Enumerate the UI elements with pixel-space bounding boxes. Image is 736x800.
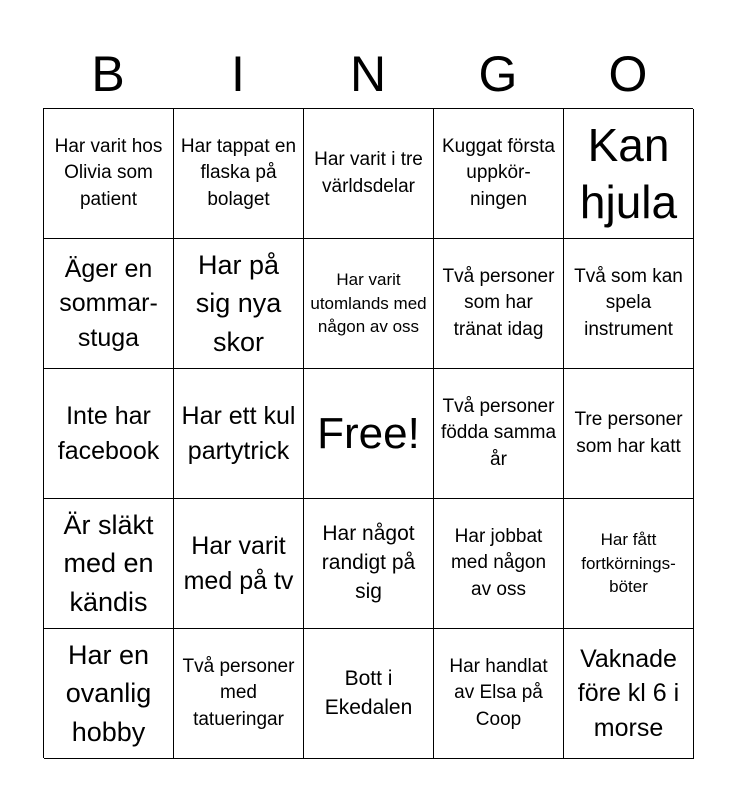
bingo-cell[interactable]: [174, 499, 304, 629]
bingo-cell[interactable]: [44, 369, 174, 499]
bingo-cell[interactable]: [174, 109, 304, 239]
cell-text: Två personer födda samma år: [440, 396, 557, 470]
bingo-cell[interactable]: [304, 499, 434, 629]
cell-text: Inte har facebook: [57, 402, 160, 465]
bingo-cell[interactable]: [564, 109, 694, 239]
cell-text: Har på sig nya skor: [195, 250, 282, 357]
cell-text: Har fått fortkörnings-böter: [581, 529, 676, 597]
bingo-cell[interactable]: [304, 629, 434, 759]
cell-text: Har varit med på tv: [183, 532, 294, 595]
bingo-header: [43, 40, 693, 108]
bingo-cell[interactable]: [564, 499, 694, 629]
header-letter-b: B: [91, 46, 125, 102]
bingo-cell[interactable]: [304, 239, 434, 369]
cell-text: Bott i Ekedalen: [324, 666, 413, 719]
bingo-cell[interactable]: [434, 499, 564, 629]
cell-text: Har jobbat med någon av oss: [450, 526, 547, 600]
header-letter-g: G: [478, 46, 518, 102]
cell-text: Tre personer som har katt: [574, 409, 683, 457]
bingo-cell[interactable]: [174, 239, 304, 369]
bingo-cell[interactable]: [44, 499, 174, 629]
header-letter-i: I: [231, 46, 245, 102]
cell-text: Kan hjula: [579, 119, 678, 228]
cell-text: Har handlat av Elsa på Coop: [449, 656, 548, 730]
cell-text: Äger en sommar-stuga: [59, 254, 158, 352]
cell-text: Har varit hos Olivia som patient: [54, 136, 163, 210]
bingo-cell[interactable]: [564, 629, 694, 759]
bingo-cell[interactable]: [174, 629, 304, 759]
bingo-cell[interactable]: [44, 239, 174, 369]
bingo-cell[interactable]: [304, 109, 434, 239]
cell-text: Två personer med tatueringar: [182, 656, 295, 730]
cell-text: Har något randigt på sig: [321, 522, 416, 603]
bingo-cell[interactable]: [44, 109, 174, 239]
cell-text: Har ett kul partytrick: [181, 402, 296, 465]
bingo-cell[interactable]: [434, 369, 564, 499]
cell-text: Kuggat första uppkör-ningen: [441, 136, 556, 210]
free-cell[interactable]: [304, 369, 434, 499]
bingo-cell[interactable]: [174, 369, 304, 499]
bingo-cell[interactable]: [434, 109, 564, 239]
bingo-cell[interactable]: [564, 239, 694, 369]
cell-text: Har en ovanlig hobby: [65, 640, 152, 747]
bingo-cell[interactable]: [564, 369, 694, 499]
free-label: Free!: [317, 408, 420, 458]
cell-text: Har varit i tre världsdelar: [314, 149, 423, 197]
bingo-cell[interactable]: [434, 239, 564, 369]
cell-text: Vaknade före kl 6 i morse: [577, 644, 680, 742]
bingo-cell[interactable]: [434, 629, 564, 759]
cell-text: Är släkt med en kändis: [63, 510, 154, 617]
cell-text: Två som kan spela instrument: [574, 266, 683, 340]
header-letter-o: O: [608, 46, 648, 102]
cell-text: Har varit utomlands med någon av oss: [310, 269, 427, 337]
header-letter-n: N: [349, 46, 387, 102]
bingo-board: [43, 108, 693, 758]
cell-text: Två personer som har tränat idag: [442, 266, 555, 340]
cell-text: Har tappat en flaska på bolaget: [180, 136, 297, 210]
bingo-cell[interactable]: [44, 629, 174, 759]
